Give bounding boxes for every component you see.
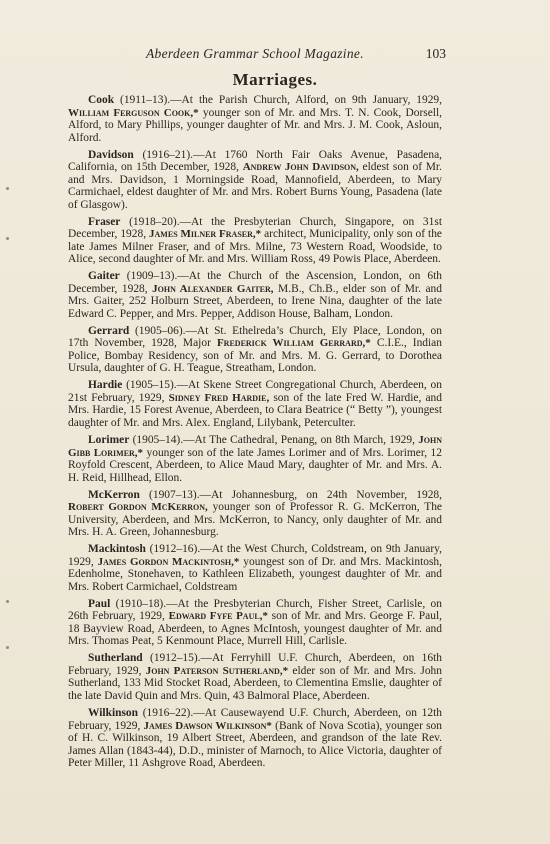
- entry-text: younger son of Mr. and Mrs. T. N. Cook, Dorsell, Alford, to Mary Phillips, younger daughter of Mr. and Mrs. J. M. Cook, Asloun, Alford.: [68, 106, 442, 144]
- entry-surname: Wilkinson: [88, 707, 139, 720]
- entry-text: (1907–13).—At Johannesburg, on 24th November, 1928,: [139, 488, 442, 501]
- groom-name: James Gordon Mackintosh,*: [97, 555, 240, 568]
- entry-surname: Cook: [88, 94, 115, 106]
- marriage-entry: [68, 652, 442, 702]
- marriage-entry: [68, 270, 442, 320]
- groom-name: James Dawson Wilkinson*: [143, 719, 272, 732]
- groom-name: John Gibb Lorimer,*: [68, 434, 442, 459]
- marriage-entry: [68, 434, 442, 484]
- entry-surname: Sutherland: [88, 652, 143, 665]
- entry-surname: McKerron: [88, 488, 140, 501]
- entry-text: (1905–06).—At St. Ethelreda’s Church, Ely Place, London, on 17th November, 1928, Major: [68, 324, 442, 350]
- groom-name: John Paterson Sutherland,*: [145, 664, 289, 677]
- binding-hole-mark: [6, 237, 9, 240]
- entry-text: youngest son of Dr. and Mrs. Mackintosh, Edenholme, Stonehaven, to Kathleen Elizabeth, youngest daughter of Mr. and Mrs. Robert Carmichael, Coldstream: [68, 555, 443, 593]
- entry-text: C.I.E., Indian Police, Bombay Residency, son of Mr. and Mrs. M. G. Gerrard, to Dorothea Ursula, daughter of G. H. Teague, Streatham, London.: [68, 337, 442, 375]
- magazine-title: Aberdeen Grammar School Magazine.: [146, 46, 364, 61]
- marriage-entry: [68, 543, 442, 593]
- binding-hole-mark: [6, 600, 9, 603]
- entry-surname: Lorimer: [88, 434, 130, 447]
- groom-name: Andrew John Davidson,: [242, 161, 359, 174]
- groom-name: Edward Fyfe Paul,*: [168, 610, 268, 623]
- entry-surname: Paul: [88, 597, 111, 610]
- marriage-entry: [68, 598, 442, 648]
- entry-text: (Bank of Nova Scotia), younger son of H. C. Wilkinson, 19 Albert Street, Aberdeen, and grandson of the late Rev. James Allan (1843-44), D.D., minister of Marnoch, to Alice Victoria, daughter of Peter Miller, 11 Ashgrove Road, Aberdeen.: [68, 719, 442, 770]
- entry-text: (1912–16).—At the West Church, Coldstream, on 9th January, 1929,: [68, 543, 442, 568]
- entry-surname: Davidson: [88, 148, 134, 161]
- entry-text: son of the late Fred W. Hardie, and Mrs. Hardie, 15 Forest Avenue, Aberdeen, to Clara Beatrice (“ Betty ”), youngest daughter of Mr. and Mrs. Alex. England, Lilybank, Peterculter.: [68, 391, 442, 429]
- binding-hole-mark: [6, 187, 9, 190]
- groom-name: Frederick William Gerrard,*: [216, 337, 371, 350]
- entry-text: architect, Municipality, only son of the late James Milner Fraser, and of Mrs. Milne, 73 Western Road, Woodside, to Alice, second daughter of Mr. and Mrs. William Ross, 49 Powis Place, Aberdeen.: [68, 228, 442, 266]
- section-heading: Marriages.: [232, 70, 318, 89]
- entry-surname: Hardie: [88, 379, 123, 392]
- entry-text: (1911–13).—At the Parish Church, Alford, on 9th January, 1929,: [114, 94, 442, 106]
- entry-text: (1905–15).—At Skene Street Congregational Church, Aberdeen, on 21st February, 1929,: [68, 379, 442, 404]
- entry-surname: Fraser: [88, 215, 121, 228]
- marriage-entries: [68, 94, 442, 774]
- marriage-entry: [68, 216, 442, 266]
- entry-text: elder son of Mr. and Mrs. John Sutherland, 133 Mid Stocket Road, Aberdeen, to Clementina Emslie, daughter of the late David Quin and Mrs. Quin, 43 Balmoral Place, Aberdeen.: [68, 664, 442, 702]
- binding-hole-mark: [6, 646, 9, 649]
- entry-text: (1909–13).—At the Church of the Ascension, London, on 6th December, 1928,: [68, 270, 442, 295]
- entry-text: (1912–15).—At Ferryhill U.F. Church, Aberdeen, on 16th February, 1929,: [68, 652, 442, 677]
- groom-name: John Alexander Gaiter,: [152, 282, 274, 295]
- entry-text: (1905–14).—At The Cathedral, Penang, on 8th March, 1929,: [129, 434, 419, 447]
- entry-text: (1918–20).—At the Presbyterian Church, Singapore, on 31st December, 1928,: [68, 215, 442, 241]
- page-number: 103: [425, 46, 446, 61]
- groom-name: William Ferguson Cook,*: [68, 106, 199, 119]
- entry-text: eldest son of Mr. and Mrs. Davidson, 1 Morningside Road, Mannofield, Aberdeen, to Mary Carmichael, eldest daughter of Mr. and Mrs. Robert Burns Young, Pasadena (late of Glasgow).: [68, 161, 442, 211]
- entry-text: (1916–21).—At 1760 North Fair Oaks Avenue, Pasadena, California, on 15th December, 1928,: [68, 148, 442, 174]
- entry-text: M.B., Ch.B., elder son of Mr. and Mrs. Gaiter, 252 Holburn Street, Aberdeen, to Irene Nina, daughter of the late Edward C. Pepper, and Mrs. Pepper, Addison House, Balham, London.: [68, 282, 442, 320]
- marriage-entry: [68, 94, 442, 144]
- marriage-entry: [68, 489, 442, 539]
- entry-text: (1910–18).—At the Presbyterian Church, Fisher Street, Carlisle, on 26th February, 1929,: [68, 597, 442, 623]
- entry-surname: Mackintosh: [88, 543, 146, 556]
- groom-name: Sidney Fred Hardie,: [168, 391, 270, 404]
- entry-text: younger son of Professor R. G. McKerron, The University, Aberdeen, and Mrs. McKerron, to Nancy, only daughter of Mr. and Mrs. H. A. Green, Johannesburg.: [68, 501, 442, 539]
- marriage-entry: [68, 379, 442, 429]
- entry-surname: Gaiter: [88, 270, 120, 283]
- groom-name: James Milner Fraser,*: [149, 228, 262, 241]
- running-header: [96, 46, 446, 64]
- entry-text: son of Mr. and Mrs. George F. Paul, 18 Bayview Road, Aberdeen, to Agnes McIntosh, youngest daughter of Mr. and Mrs. Thomas Peat, 5 Kenmount Place, Murrell Hill, Carlisle.: [68, 610, 443, 648]
- entry-text: younger son of the late James Lorimer and of Mrs. Lorimer, 12 Royfold Crescent, Aberdeen, to Alice Maud Mary, daughter of Mr. and Mrs. A. H. Reid, Hillhead, Ellon.: [68, 446, 442, 484]
- groom-name: Robert Gordon McKerron,: [68, 501, 208, 514]
- marriage-entry: [68, 325, 442, 375]
- entry-surname: Gerrard: [88, 324, 130, 337]
- entry-text: (1916–22).—At Causewayend U.F. Church, Aberdeen, on 12th February, 1929,: [68, 707, 442, 732]
- marriage-entry: [68, 149, 442, 212]
- marriage-entry: [68, 707, 442, 770]
